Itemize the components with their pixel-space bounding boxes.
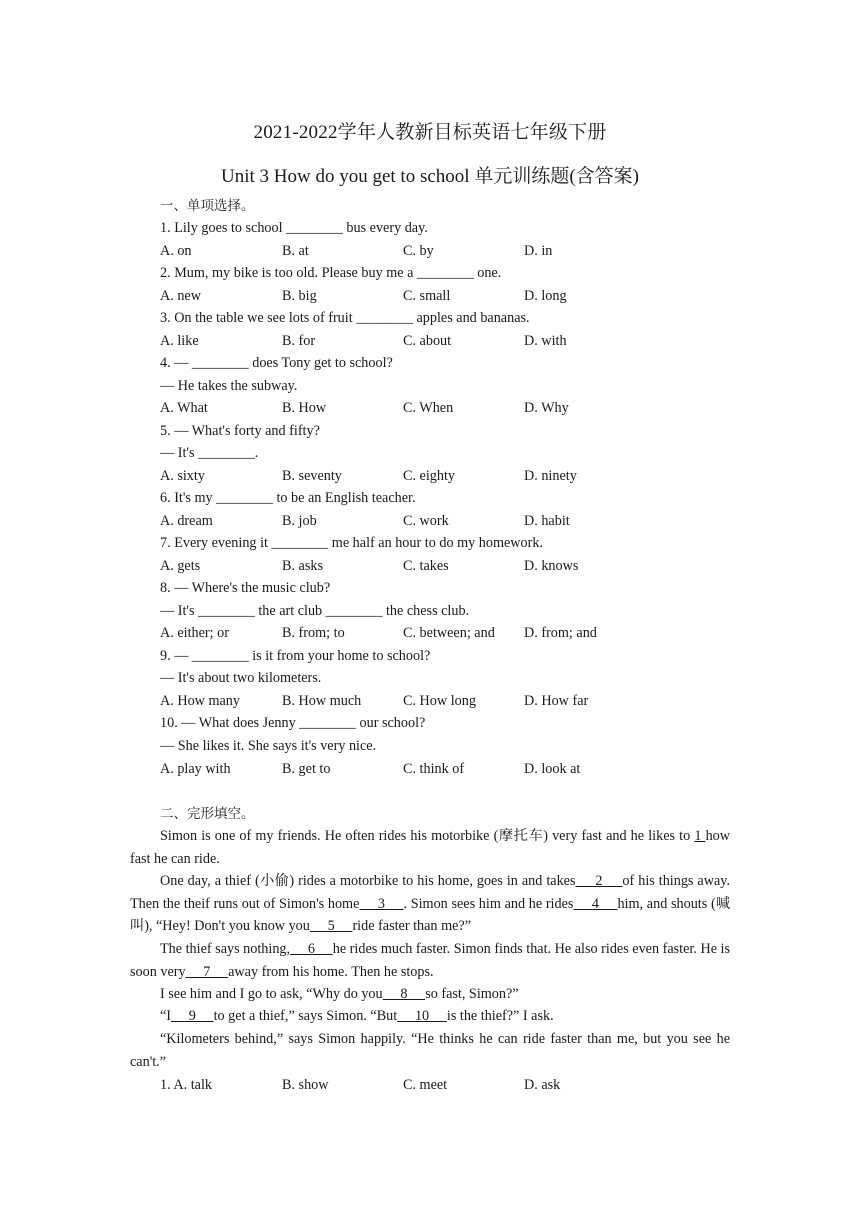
option-d: D. How far	[524, 693, 589, 709]
option-a: A. either; or	[160, 625, 229, 641]
document-title: 2021-2022学年人教新目标英语七年级下册	[253, 122, 607, 143]
option-d: D. look at	[524, 761, 581, 777]
option-c: C. between; and	[403, 625, 495, 641]
question-stem: 7. Every evening it ________ me half an hour to do my homework.	[160, 535, 543, 551]
text: he rides much faster. Simon finds that. He also rides even faster. He is soon very	[130, 941, 731, 980]
option-d: D. from; and	[524, 625, 597, 641]
text: away from his home. Then he stops.	[228, 963, 434, 980]
option-c: C. takes	[403, 558, 449, 574]
option-b: B. How	[282, 400, 327, 416]
option-c: C. How long	[403, 693, 476, 709]
cloze-paragraph	[130, 870, 730, 938]
text: is the thief?” I ask.	[446, 1008, 554, 1024]
text: so fast, Simon?”	[425, 986, 519, 1002]
text: how fast he can ride.	[130, 828, 730, 867]
option-a: A. new	[160, 288, 201, 304]
text: . Simon sees him and he rides	[403, 895, 574, 912]
question-stem: 6. It's my ________ to be an English teacher.	[160, 490, 416, 506]
text: to get a thief,” says Simon. “But	[213, 1008, 398, 1024]
option-a: A. play with	[160, 761, 231, 777]
option-b: B. get to	[282, 761, 331, 777]
option-c: C. small	[403, 288, 451, 304]
cloze-paragraph	[130, 825, 730, 870]
option-d: D. long	[524, 288, 567, 304]
option-c: C. eighty	[403, 468, 456, 484]
option-a: A. like	[160, 333, 199, 349]
question-stem-line: — He takes the subway.	[160, 378, 298, 394]
cloze-paragraph	[130, 1028, 730, 1073]
option-a: A. dream	[160, 513, 213, 529]
option-d: D. ninety	[524, 468, 577, 484]
cloze-paragraph	[130, 938, 730, 983]
option-b: B. seventy	[282, 468, 342, 484]
option-d: D. habit	[524, 513, 570, 529]
question-stem: 4. — ________ does Tony get to school?	[160, 355, 393, 371]
text: him, and shouts (喊叫), “Hey! Don't you know you	[130, 895, 731, 934]
text: The thief says nothing,	[160, 941, 291, 957]
option-d: D. ask	[524, 1077, 561, 1093]
text: “I	[160, 1008, 172, 1024]
option-a: A. on	[160, 243, 192, 259]
option-d: D. in	[524, 243, 553, 259]
blank-9: 9	[171, 1008, 214, 1024]
text: Simon is one of my friends. He often rides his motorbike (摩托车) very fast and he likes to	[160, 828, 695, 844]
question-stem-line: — It's about two kilometers.	[160, 670, 322, 686]
blank-1: 1	[694, 828, 706, 844]
section-heading-single-choice: 一、单项选择。	[160, 198, 255, 213]
section-heading-cloze: 二、完形填空。	[160, 806, 255, 821]
text: One day, a thief (小偷) rides a motorbike to his home, goes in and takes	[160, 873, 576, 889]
blank-7: 7	[185, 963, 229, 980]
question-stem: 2. Mum, my bike is too old. Please buy me a ________ one.	[160, 265, 502, 281]
option-a: A. gets	[160, 558, 201, 574]
question-stem: 3. On the table we see lots of fruit ________ apples and bananas.	[160, 310, 530, 326]
option-c: C. When	[403, 400, 454, 416]
option-d: D. Why	[524, 400, 569, 416]
document-subtitle: Unit 3 How do you get to school 单元训练题(含答案)	[221, 166, 639, 187]
question-stem-line: — She likes it. She says it's very nice.	[160, 738, 377, 754]
option-c: C. work	[403, 513, 449, 529]
blank-3: 3	[359, 895, 404, 912]
text: ride faster than me?”	[352, 918, 471, 934]
option-b: B. at	[282, 243, 309, 259]
blank-6: 6	[290, 941, 333, 957]
text: “Kilometers behind,” says Simon happily. “He thinks he can ride faster than me, but you see he can't.”	[130, 1031, 730, 1070]
option-b: B. from; to	[282, 625, 345, 641]
option-b: B. job	[282, 513, 317, 529]
option-a: A. What	[160, 400, 208, 416]
option-a: A. How many	[160, 693, 240, 709]
option-b: B. big	[282, 288, 317, 304]
question-stem: 9. — ________ is it from your home to school?	[160, 648, 431, 664]
option-d: D. knows	[524, 558, 579, 574]
cloze-paragraph	[130, 983, 730, 1006]
question-stem-line: — It's ________ the art club ________ the chess club.	[160, 603, 470, 619]
question-stem: 8. — Where's the music club?	[160, 580, 331, 596]
blank-5: 5	[309, 918, 353, 934]
question-stem-line: — It's ________.	[160, 445, 259, 461]
text: of his things away. Then the theif runs out of Simon's home	[130, 873, 730, 912]
question-stem: 10. — What does Jenny ________ our school?	[160, 715, 426, 731]
blank-10: 10	[397, 1008, 447, 1024]
option-b: B. asks	[282, 558, 323, 574]
blank-8: 8	[382, 986, 426, 1002]
cloze-paragraph	[130, 1005, 730, 1028]
option-c: C. about	[403, 333, 452, 349]
option-b: B. for	[282, 333, 316, 349]
option-c: C. think of	[403, 761, 465, 777]
option-b: B. show	[282, 1077, 329, 1093]
blank-2: 2	[575, 873, 623, 889]
blank-4: 4	[573, 895, 618, 912]
text: I see him and I go to ask, “Why do you	[160, 986, 383, 1002]
question-stem: 1. Lily goes to school ________ bus every day.	[160, 220, 428, 236]
option-c: C. by	[403, 243, 434, 259]
option-c: C. meet	[403, 1077, 448, 1093]
option-b: B. How much	[282, 693, 362, 709]
option-a: 1. A. talk	[160, 1077, 213, 1093]
option-a: A. sixty	[160, 468, 205, 484]
question-stem: 5. — What's forty and fifty?	[160, 423, 320, 439]
option-d: D. with	[524, 333, 567, 349]
